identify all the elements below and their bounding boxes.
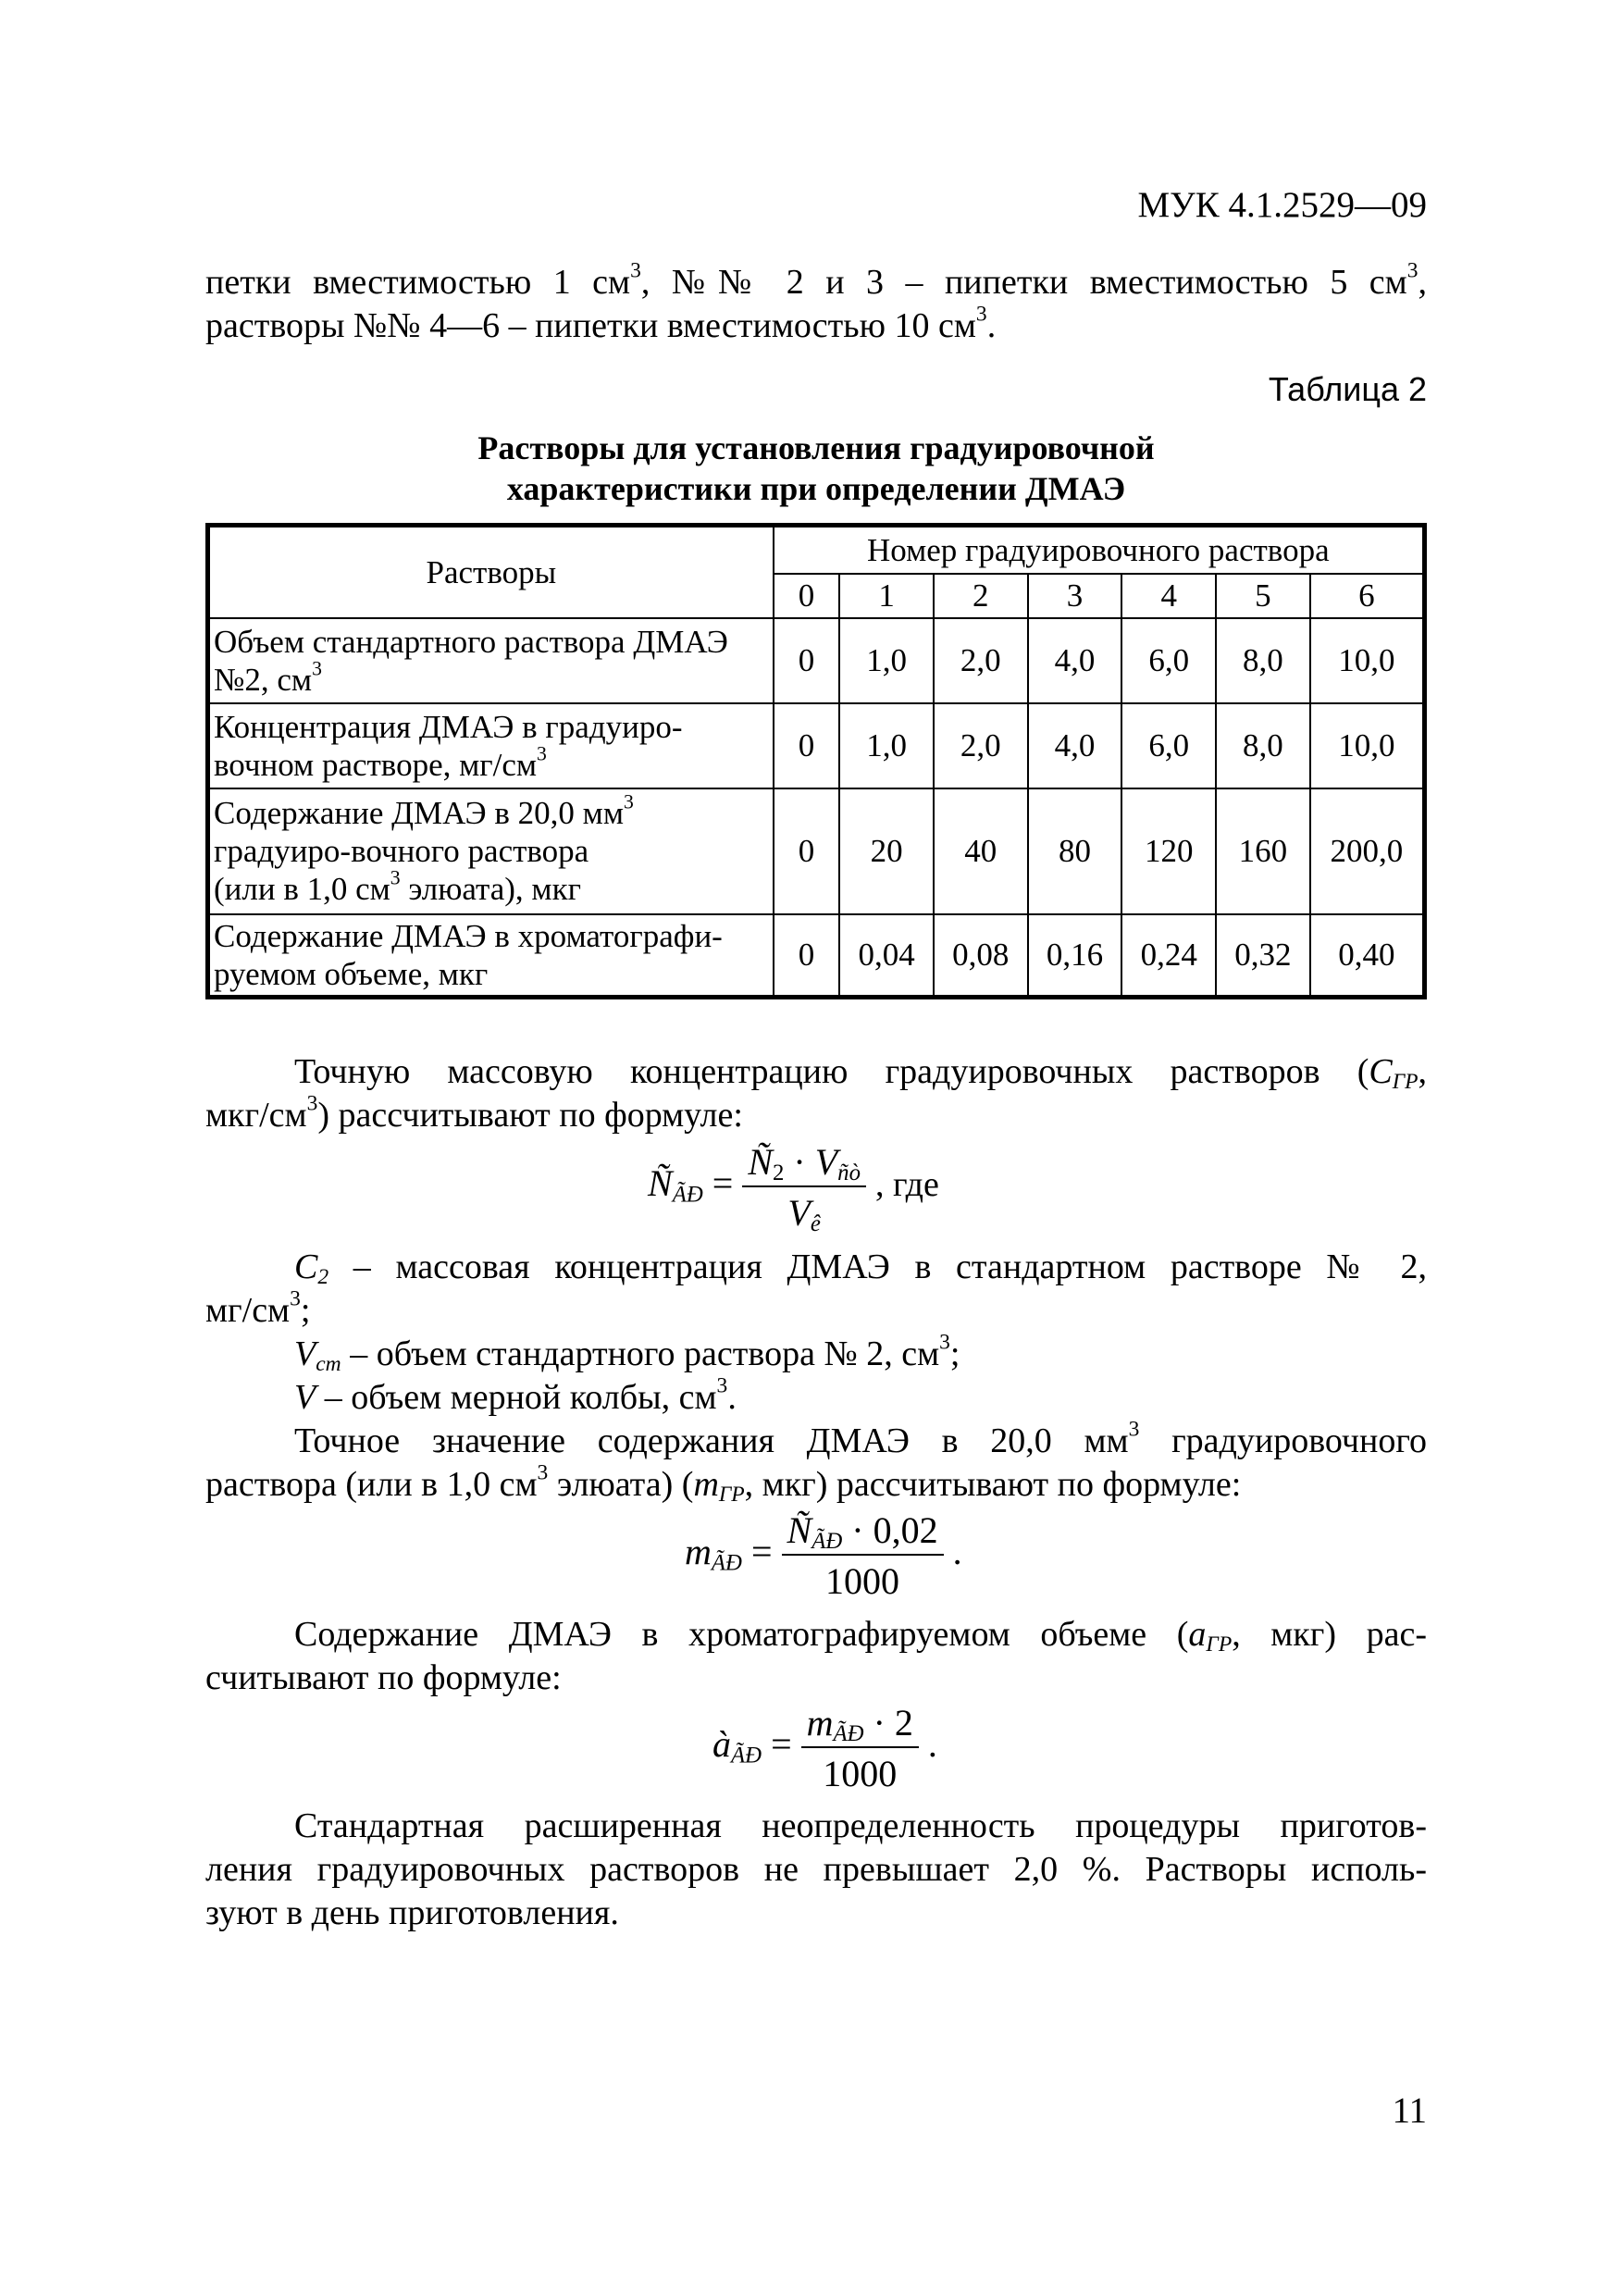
superscript: 3 (312, 657, 322, 680)
intro-line-1 (205, 258, 1427, 304)
subscript: ÃÐ (833, 1721, 864, 1747)
superscript: 3 (537, 1460, 549, 1485)
subscript: ÃÐ (711, 1550, 742, 1576)
table-label: Таблица 2 (1268, 370, 1427, 408)
row-label-text: элюата), мкг (400, 871, 581, 907)
definition-text: – объем стандартного раствора № 2, см (341, 1334, 940, 1373)
table-title-line: характеристики при определении ДМАЭ (506, 470, 1126, 507)
equals-sign: = (712, 1162, 734, 1205)
definition-text: . (727, 1378, 737, 1417)
intro-text: , №№ 2 и 3 – пипетки вместимостью 5 см (640, 263, 1407, 302)
subscript: ÃÐ (731, 1743, 762, 1769)
equals-sign: = (750, 1531, 773, 1573)
formula-symbol: m (685, 1531, 712, 1573)
numerator (801, 1701, 919, 1748)
table-cell: 10,0 (1310, 618, 1425, 703)
table-title-line: Растворы для установления градуировочной (477, 429, 1155, 466)
denominator: 1000 (825, 1560, 900, 1602)
col-header-solutions: Растворы (208, 526, 774, 618)
col-number: 0 (774, 574, 840, 618)
formula-content (712, 1701, 937, 1795)
paragraph-text: , (1418, 1052, 1427, 1091)
table-cell: 120 (1121, 788, 1216, 914)
paragraph-4-line-3: зуют в день приготовления. (205, 1893, 619, 1932)
formula-symbol: Ñ (648, 1162, 673, 1205)
superscript: 3 (630, 258, 641, 283)
paragraph-text: Точное значение содержания ДМАЭ в 20,0 мм (294, 1421, 1129, 1460)
subscript: ê (810, 1211, 821, 1237)
page-number: 11 (1392, 2091, 1427, 2130)
table-header-row (208, 526, 1425, 574)
denominator: 1000 (823, 1753, 898, 1794)
intro-text: петки вместимостью 1 см (205, 263, 631, 302)
paragraph-2-line-1 (205, 1417, 1427, 1463)
paragraph-text: , мкг) рас- (1232, 1615, 1427, 1654)
formula-tail: . (952, 1531, 962, 1573)
subscript: 2 (317, 1264, 329, 1289)
superscript: 3 (716, 1373, 728, 1398)
formula-symbol: à (712, 1723, 731, 1766)
superscript: 3 (1128, 1417, 1140, 1442)
symbol: m (693, 1465, 719, 1504)
table-row (208, 788, 1425, 914)
table-cell: 0 (774, 703, 840, 788)
superscript: 3 (537, 742, 547, 765)
table-title (205, 428, 1427, 509)
formula-mass (685, 1508, 962, 1603)
formula-symbol: V (814, 1141, 838, 1183)
superscript: 3 (306, 1091, 318, 1116)
symbol: V (294, 1378, 316, 1417)
subscript: ГР (718, 1482, 745, 1507)
definition-text: – массовая концентрация ДМАЭ в стандартном растворе № 2, (328, 1247, 1427, 1286)
formula-concentration (648, 1140, 939, 1235)
row-label (208, 914, 774, 998)
table-cell: 6,0 (1121, 703, 1216, 788)
table-cell: 80 (1028, 788, 1122, 914)
formula-symbol: V (787, 1192, 811, 1234)
table-cell: 0 (774, 618, 840, 703)
table-cell: 4,0 (1028, 703, 1122, 788)
symbol: V (294, 1334, 316, 1373)
formula-number: · 2 (863, 1702, 913, 1744)
table-cell: 20 (839, 788, 934, 914)
row-label-text: Содержание ДМАЭ в хроматографи-руемом объеме, мкг (214, 917, 723, 992)
fraction (801, 1701, 919, 1795)
table-cell: 0 (774, 914, 840, 998)
paragraph-1-line-1 (205, 1050, 1427, 1094)
dot-operator: · (784, 1141, 815, 1183)
col-number: 5 (1216, 574, 1310, 618)
paragraph-4-line-1: Стандартная расширенная неопределенность процедуры приготов- (294, 1806, 1427, 1845)
numerator (742, 1140, 866, 1187)
definition-text: мг/см (205, 1291, 291, 1330)
superscript: 3 (390, 866, 401, 889)
subscript: ñò (837, 1160, 861, 1186)
superscript: 3 (290, 1286, 301, 1311)
group-header: Номер градуировочного раствора (774, 526, 1425, 574)
document-id: МУК 4.1.2529—09 (1137, 185, 1427, 225)
row-label-text: градуиро-вочного раствора (214, 833, 589, 869)
table-cell: 10,0 (1310, 703, 1425, 788)
subscript: ÃÐ (672, 1182, 703, 1208)
definition-v (294, 1373, 737, 1420)
intro-text: растворы №№ 4—6 – пипетки вместимостью 10 см (205, 306, 976, 345)
definition-c2-unit (205, 1286, 311, 1333)
table-row (208, 703, 1425, 788)
intro-line-2 (205, 304, 996, 348)
table-cell: 2,0 (934, 618, 1028, 703)
intro-text: , (1418, 263, 1427, 302)
definition-text: – объем мерной колбы, см (316, 1378, 717, 1417)
table-cell: 1,0 (839, 618, 934, 703)
table-cell: 160 (1216, 788, 1310, 914)
paragraph-text: раствора (или в 1,0 см (205, 1465, 538, 1504)
table-cell: 1,0 (839, 703, 934, 788)
subscript: ÃÐ (812, 1529, 843, 1555)
symbol: a (1188, 1615, 1207, 1654)
symbol: C (294, 1247, 318, 1286)
table-cell: 40 (934, 788, 1028, 914)
paragraph-text: мкг/см (205, 1096, 307, 1135)
paragraph-text: градуировочного (1139, 1421, 1427, 1460)
table-cell: 0,08 (934, 914, 1028, 998)
col-number: 6 (1310, 574, 1425, 618)
table-cell: 4,0 (1028, 618, 1122, 703)
equals-sign: = (771, 1723, 792, 1766)
subscript: ГР (1206, 1632, 1233, 1657)
table-cell: 6,0 (1121, 618, 1216, 703)
superscript: 3 (1406, 258, 1419, 283)
row-label (208, 788, 774, 914)
paragraph-text: элюата) ( (548, 1465, 694, 1504)
table-cell: 0 (774, 788, 840, 914)
row-label (208, 703, 774, 788)
col-number: 2 (934, 574, 1028, 618)
formula-symbol: Ñ (787, 1509, 812, 1551)
table-cell: 8,0 (1216, 618, 1310, 703)
definition-vst (294, 1330, 960, 1376)
table-cell: 0,24 (1121, 914, 1216, 998)
table-row (208, 914, 1425, 998)
row-label (208, 618, 774, 703)
paragraph-3-line-1 (205, 1613, 1427, 1657)
table-cell: 2,0 (934, 703, 1028, 788)
paragraph-4-line-2: ления градуировочных растворов не превышает 2,0 %. Растворы исполь- (205, 1850, 1427, 1889)
row-label-text: (или в 1,0 см (214, 871, 390, 907)
fraction (782, 1508, 944, 1603)
table-cell: 0,16 (1028, 914, 1122, 998)
denominator (742, 1187, 866, 1235)
superscript: 3 (975, 302, 987, 327)
definition-text: ; (300, 1291, 311, 1330)
paragraph-3-line-2: считывают по формуле: (205, 1658, 562, 1697)
paragraph-1-line-2 (205, 1091, 743, 1137)
intro-text: . (986, 306, 997, 345)
table-cell: 0,32 (1216, 914, 1310, 998)
table-cell: 8,0 (1216, 703, 1310, 788)
formula-symbol: m (806, 1702, 834, 1744)
superscript: 3 (623, 790, 634, 813)
symbol: C (1369, 1052, 1393, 1091)
table-cell: 0,40 (1310, 914, 1425, 998)
table-cell: 200,0 (1310, 788, 1425, 914)
col-number: 4 (1121, 574, 1216, 618)
definition-text: ; (949, 1334, 960, 1373)
subscript: ГР (1392, 1069, 1419, 1094)
subscript: 2 (773, 1160, 785, 1186)
paragraph-text: ) рассчитывают по формуле: (317, 1096, 743, 1135)
paragraph-2-line-2 (205, 1460, 1242, 1507)
table-row (208, 618, 1425, 703)
fraction (742, 1140, 866, 1235)
numerator (782, 1508, 944, 1556)
paragraph-text: Точную массовую концентрацию градуировочных растворов ( (294, 1052, 1369, 1091)
formula-tail: , где (874, 1165, 939, 1205)
row-label-text: Содержание ДМАЭ в 20,0 мм (214, 795, 624, 831)
col-number: 3 (1028, 574, 1122, 618)
table-cell: 0,04 (839, 914, 934, 998)
formula-tail: . (927, 1723, 937, 1766)
col-number: 1 (839, 574, 934, 618)
paragraph-text: Содержание ДМАЭ в хроматографируемом объеме ( (294, 1615, 1189, 1654)
calibration-table (205, 523, 1427, 999)
definition-c2 (205, 1246, 1427, 1289)
subscript: cm (316, 1351, 341, 1376)
paragraph-text: , мкг) рассчитывают по формуле: (744, 1465, 1242, 1504)
formula-symbol: Ñ (748, 1141, 773, 1183)
row-label-text: Концентрация ДМАЭ в градуиро-вочном растворе, мг/см (214, 708, 683, 783)
superscript: 3 (939, 1330, 950, 1355)
formula-number: · 0,02 (842, 1509, 938, 1551)
row-label-text: Объем стандартного раствора ДМАЭ №2, см (214, 623, 728, 698)
